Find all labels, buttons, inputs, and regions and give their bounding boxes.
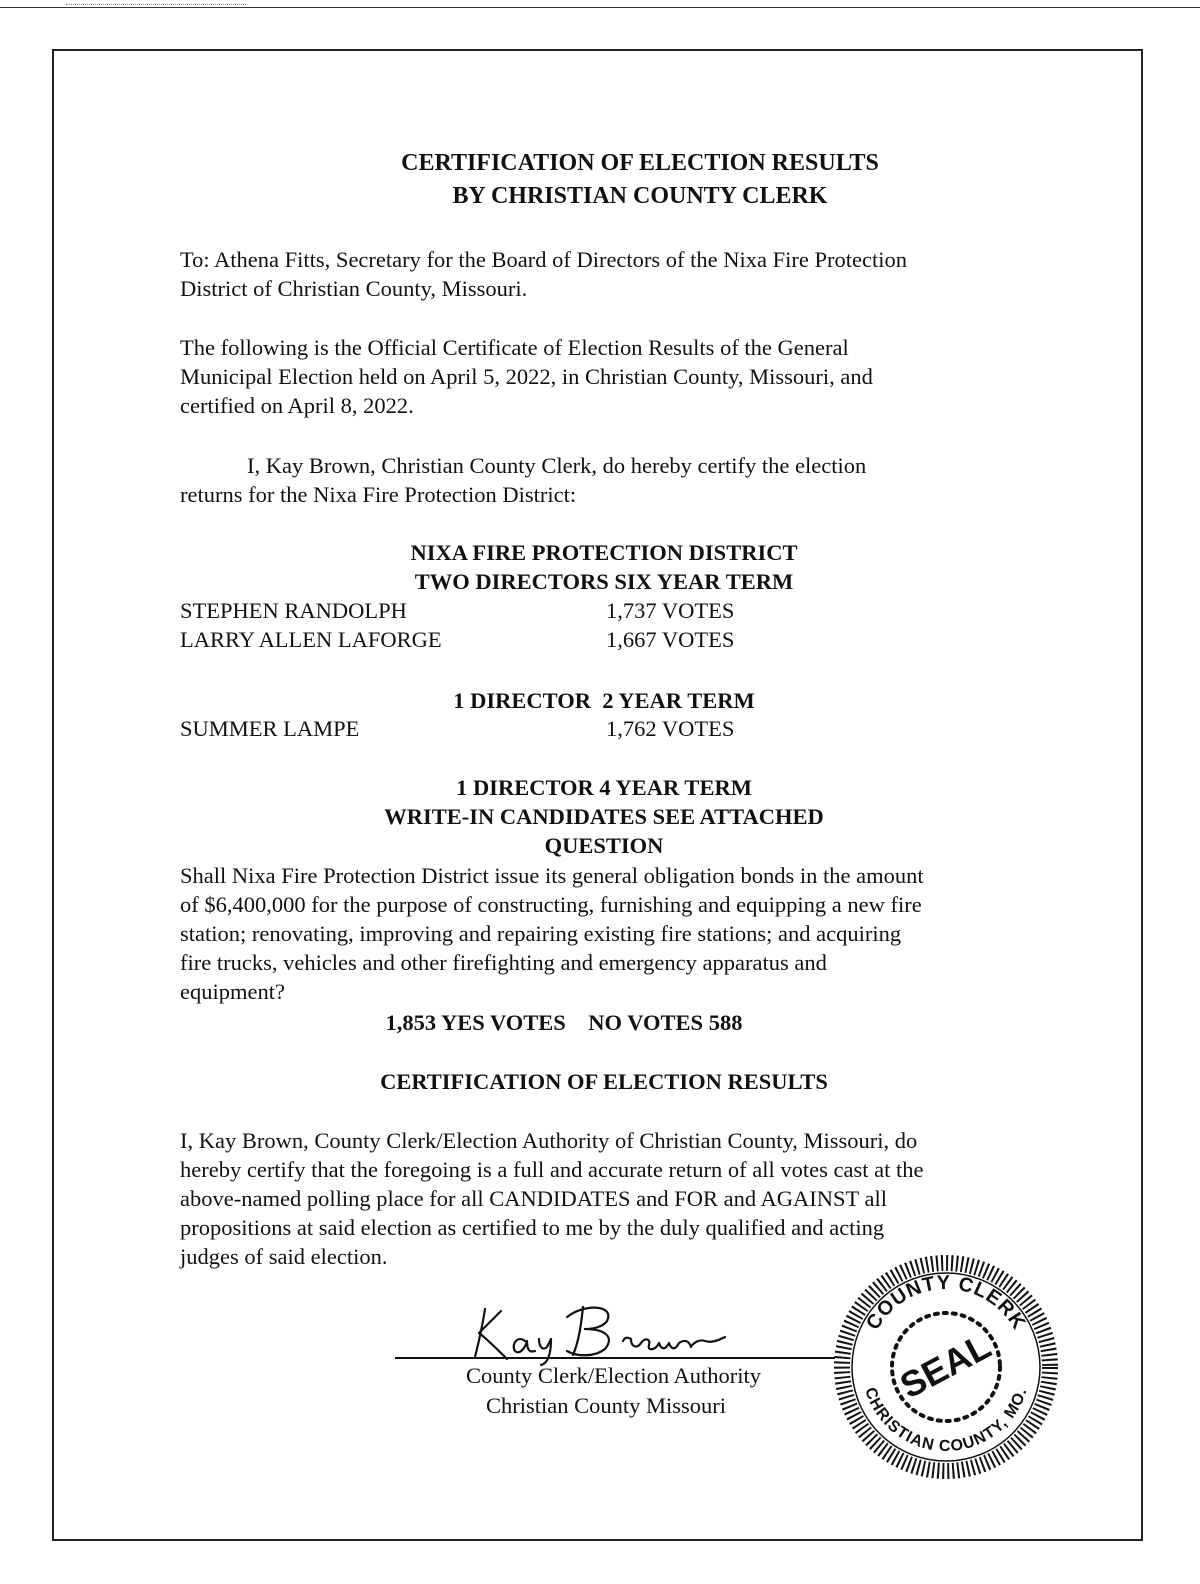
intro-line2: Municipal Election held on April 5, 2022, in Christian County, Missouri, and [180, 364, 873, 389]
final-line4: propositions at said election as certified to me by the duly qualified and acting [180, 1215, 885, 1240]
question-line1: Shall Nixa Fire Protection District issue its general obligation bonds in the amount [180, 863, 924, 888]
final-line5: judges of said election. [180, 1244, 388, 1269]
question-line5: equipment? [180, 979, 285, 1004]
race3-write-in-note: WRITE-IN CANDIDATES SEE ATTACHED [384, 804, 824, 829]
race2-heading: 1 DIRECTOR 2 YEAR TERM [453, 688, 755, 713]
document-title-line2: BY CHRISTIAN COUNTY CLERK [452, 183, 828, 209]
final-line3: above-named polling place for all CANDIDATES and FOR and AGAINST all [180, 1186, 887, 1211]
page-top-border [0, 7, 1200, 8]
svg-text:COUNTY CLERK: COUNTY CLERK [862, 1271, 1030, 1334]
addressee-line1: To: Athena Fitts, Secretary for the Board of Directors of the Nixa Fire Protection [180, 247, 907, 272]
intro-line1: The following is the Official Certificate of Election Results of the General [180, 335, 849, 360]
signer-location: Christian County Missouri [486, 1393, 727, 1418]
svg-text:CHRISTIAN COUNTY, MO.: CHRISTIAN COUNTY, MO. [861, 1385, 1031, 1456]
signature-line [395, 1357, 835, 1359]
document-title-line1: CERTIFICATION OF ELECTION RESULTS [401, 150, 879, 176]
signer-title: County Clerk/Election Authority [466, 1363, 761, 1388]
race1-candidate-votes: 1,737 VOTES [606, 598, 735, 623]
final-line2: hereby certify that the foregoing is a full and accurate return of all votes cast at the [180, 1157, 924, 1182]
question-heading: QUESTION [544, 833, 664, 858]
final-line1: I, Kay Brown, County Clerk/Election Authority of Christian County, Missouri, do [180, 1128, 918, 1153]
race1-candidate-name: STEPHEN RANDOLPH [180, 598, 407, 623]
race2-candidate-name: SUMMER LAMPE [180, 716, 360, 741]
race1-heading: TWO DIRECTORS SIX YEAR TERM [414, 569, 794, 594]
certify-line2: returns for the Nixa Fire Protection District: [180, 482, 577, 507]
race1-candidate-votes: 1,667 VOTES [606, 627, 735, 652]
question-line3: station; renovating, improving and repairing existing fire stations; and acquiring [180, 921, 902, 946]
certify-line1: I, Kay Brown, Christian County Clerk, do hereby certify the election [247, 453, 867, 478]
question-line2: of $6,400,000 for the purpose of constructing, furnishing and equipping a new fire [180, 892, 922, 917]
intro-line3: certified on April 8, 2022. [180, 393, 414, 418]
question-line4: fire trucks, vehicles and other firefighting and emergency apparatus and [180, 950, 827, 975]
race3-heading: 1 DIRECTOR 4 YEAR TERM [456, 775, 752, 800]
addressee-line2: District of Christian County, Missouri. [180, 276, 528, 301]
race1-candidate-name: LARRY ALLEN LAFORGE [180, 627, 442, 652]
county-clerk-seal [826, 1247, 1066, 1487]
certification-heading: CERTIFICATION OF ELECTION RESULTS [380, 1069, 828, 1094]
fax-header-mark [66, 0, 246, 5]
race2-candidate-votes: 1,762 VOTES [606, 716, 735, 741]
svg-text:SEAL: SEAL [893, 1325, 998, 1407]
district-heading: NIXA FIRE PROTECTION DISTRICT [410, 540, 798, 565]
question-result: 1,853 YES VOTES NO VOTES 588 [385, 1010, 743, 1035]
